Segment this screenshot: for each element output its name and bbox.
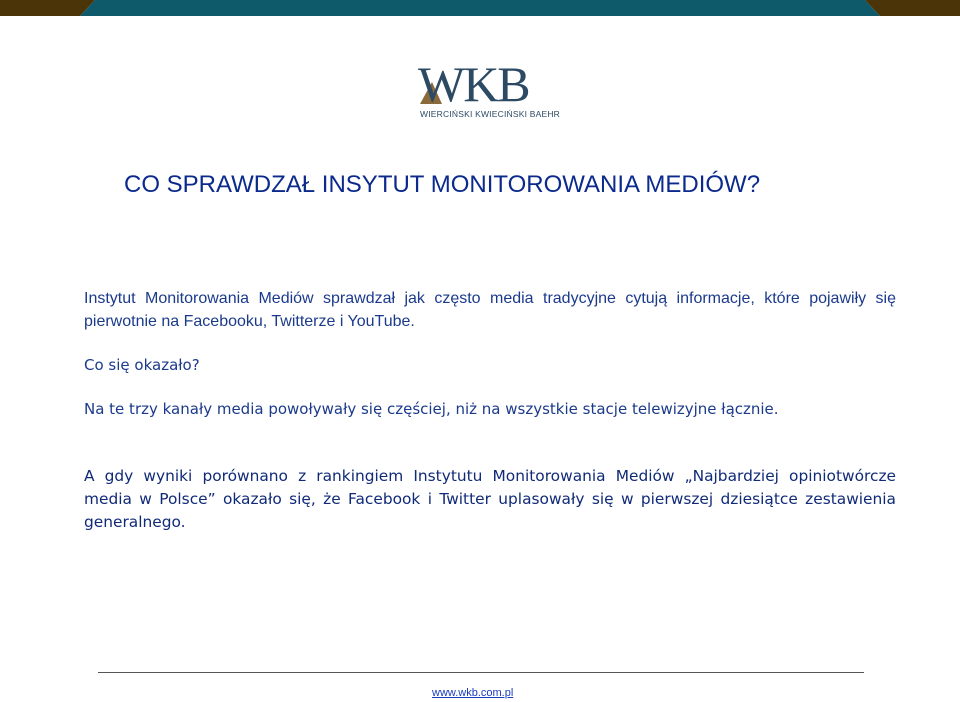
top-bar-teal (80, 0, 880, 16)
logo-subtitle: WIERCIŃSKI KWIECIŃSKI BAEHR (420, 109, 561, 119)
top-bar-right-gold (865, 0, 960, 16)
paragraph-4: A gdy wyniki porównano z rankingiem Instytutu Monitorowania Mediów „Najbardziej opiniotwórcze media w Polsce” okazało się, że Facebook i Twitter uplasowały się w pierwszej dziesiątce zestawienia generalnego. (84, 467, 896, 531)
footer-divider (98, 672, 864, 673)
paragraph-1: Instytut Monitorowania Mediów sprawdzał jak często media tradycyjne cytują informacje, które pojawiły się pierwotnie na Facebooku, Twitterze i YouTube. (84, 290, 896, 330)
footer-website-link[interactable]: www.wkb.com.pl (432, 687, 514, 699)
paragraph-2: Co się okazało? (84, 356, 200, 374)
top-decorative-bar (0, 0, 960, 16)
logo-wordmark: WKB (418, 56, 529, 112)
paragraph-3: Na te trzy kanały media powoływały się częściej, niż na wszystkie stacje telewizyjne łącznie. (84, 400, 779, 418)
top-bar-left-gold (0, 0, 95, 16)
wkb-logo (418, 56, 561, 120)
slide-title: CO SPRAWDZAŁ INSYTUT MONITOROWANIA MEDIÓW? (124, 171, 761, 198)
